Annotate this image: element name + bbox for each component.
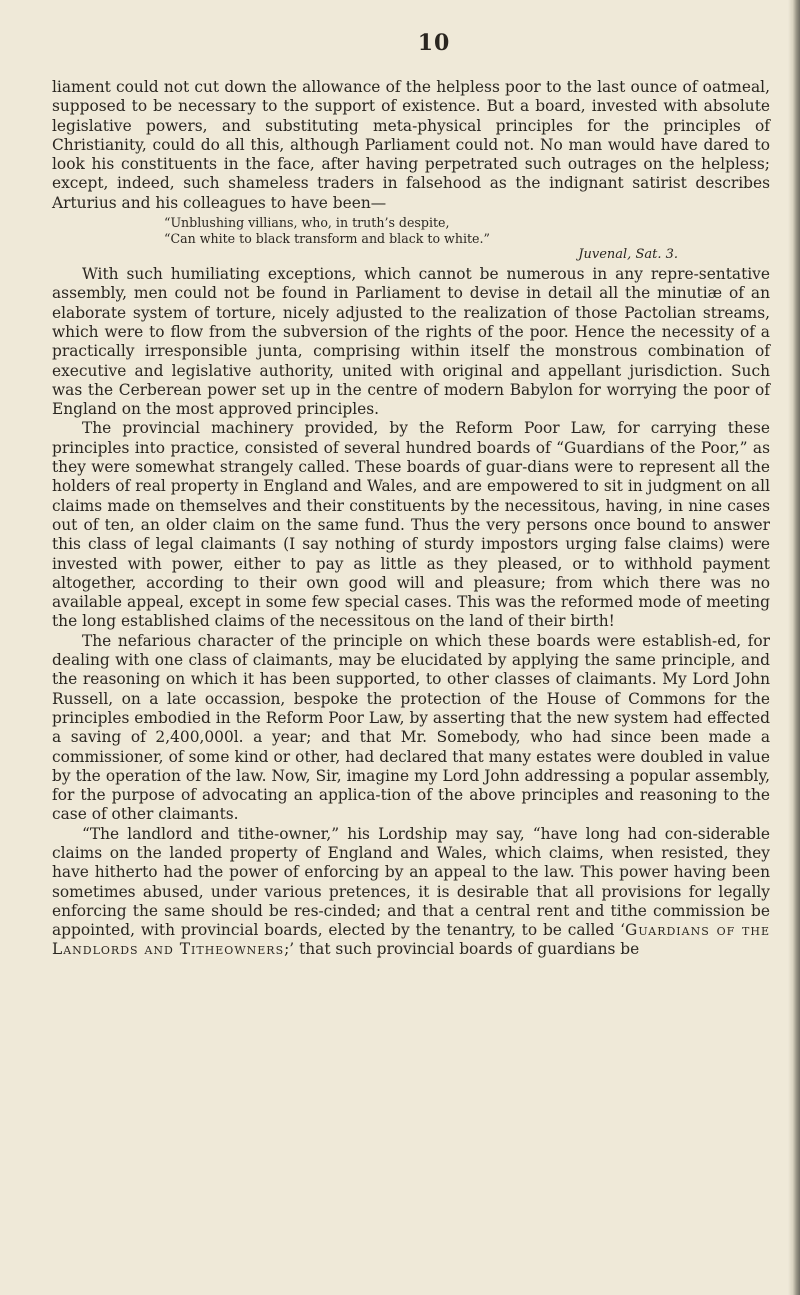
quote-source: Juvenal, Sat. 3. — [578, 247, 678, 263]
body-text — [52, 78, 770, 960]
paragraph-5-smallcaps: Guardians of the Landlords and Titheowners — [52, 921, 770, 959]
paragraph-3: The provincial machinery provided, by the Reform Poor Law, for carrying these principles into practice, consisted of several hundred boards of “Guardians of the Poor,” as they were somewhat strangely called. These boards of guar-dians were to represent all the holders of real property in England and Wales, and are empowered to sit in judgment on all claims made on themselves and their constituents by the necessitous, having, in nine cases out of ten, an older claim on the same fund. Thus the very persons once bound to answer this class of legal claimants (I say nothing of sturdy impostors urging false claims) were invested with power, either to pay as little as they pleased, or to withhold payment altogether, according to their own good will and pleasure; from which there was no available appeal, except in some few special cases. This was the reformed mode of meeting the long established claims of the necessitous on the land of their birth! — [52, 419, 770, 631]
paragraph-1: liament could not cut down the allowance of the helpless poor to the last ounce of oatmeal, supposed to be necessary to the support of existence. But a board, invested with absolute legislative powers, and substituting meta-physical principles for the principles of Christianity, could do all this, although Parliament could not. No man would have dared to look his constituents in the face, after having perpetrated such outrages on the helpless; except, indeed, such shameless traders in falsehood as the indignant satirist describes Arturius and his colleagues to have been— — [52, 78, 770, 212]
paragraph-2: With such humiliating exceptions, which cannot be numerous in any repre-sentative assembly, men could not be found in Parliament to devise in detail all the minutiæ of an elaborate system of torture, nicely adjusted to the realization of those Pactolian streams, which were to flow from the subversion of the rights of the poor. Hence the necessity of a practically irresponsible junta, comprising within itself the monstrous combination of executive and legislative authority, united with original and appellant jurisdiction. Such was the Cerberean power set up in the centre of modern Babylon for worrying the poor of England on the most approved principles. — [52, 265, 770, 419]
paragraph-4: The nefarious character of the principle on which these boards were establish-ed, for dealing with one class of claimants, may be elucidated by applying the same principle, and the reasoning on which it has been supported, to other classes of claimants. My Lord John Russell, on a late occassion, bespoke the protection of the House of Commons for the principles embodied in the Reform Poor Law, by asserting that the new system had effected a saving of 2,400,000l. a year; and that Mr. Somebody, who had since been made a commissioner, of some kind or other, had declared that many estates were doubled in value by the operation of the law. Now, Sir, imagine my Lord John addressing a popular assembly, for the purpose of advocating an applica-tion of the above principles and reasoning to the case of other claimants. — [52, 631, 770, 824]
block-quote — [52, 215, 770, 263]
quote-line-1: “Unblushing villians, who, in truth’s despite, — [164, 215, 450, 231]
paragraph-5 — [52, 825, 770, 960]
paragraph-5-text-after: ;’ that such provincial boards of guardians be — [284, 940, 640, 959]
paragraph-5-text-before: “The landlord and tithe-owner,” his Lordship may say, “have long had con-siderable claims on the landed property of England and Wales, which claims, when resisted, they have hitherto had the power of enforcing by an appeal to the law. This power having been sometimes abused, under various pretences, it is desirable that all provisions for legally enforcing the same should be res-cinded; and that a central rent and tithe commission be appointed, with provincial boards, elected by the tenantry, to be called ‘ — [52, 824, 770, 940]
page-number: 10 — [417, 30, 451, 56]
page-edge-shadow — [788, 0, 800, 1295]
quote-line-2: “Can white to black transform and black to white.” — [164, 231, 490, 247]
